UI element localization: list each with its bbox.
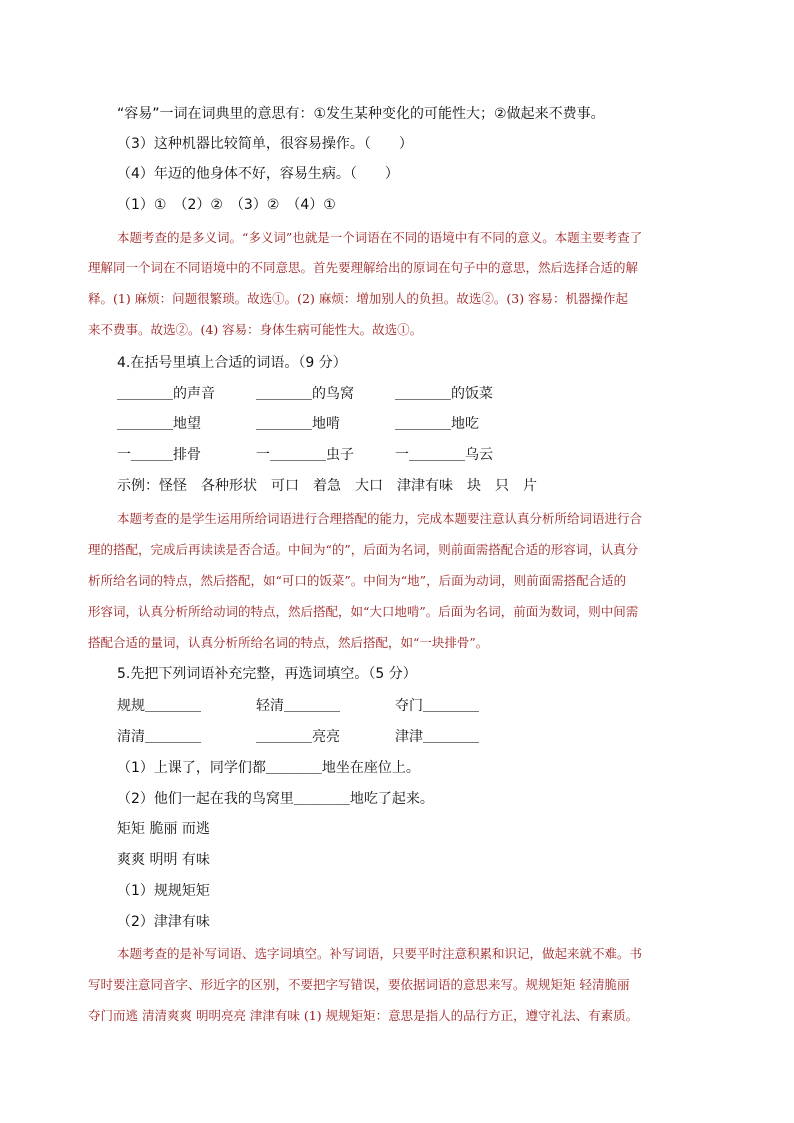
question-5-answer-line: 矩矩 脆丽 而逃 [117, 821, 210, 837]
question-5-answer-line: 爽爽 明明 有味 [117, 852, 210, 868]
question-4-example: 示例：怪怪 各种形状 可口 着急 大口 津津有味 块 只 片 [117, 478, 537, 494]
question-3-explanation-line: 来不费事。故选②。(4) 容易：身体生病可能性大。故选①。 [88, 322, 423, 337]
question-3-explanation-line: 理解同一个词在不同语境中的不同意思。首先要理解给出的原词在句子中的意思，然后选择合适的解 [88, 260, 639, 275]
question-4-blank: ＿＿＿＿的鸟窝 [256, 386, 354, 402]
question-5-blank: 清清＿＿＿＿ [117, 729, 201, 745]
question-5-blank: 轻清＿＿＿＿ [256, 698, 340, 714]
question-5-title: 5.先把下列词语补充完整，再选词填空。（5 分） [117, 666, 417, 682]
question-3-explanation-line: 释。(1) 麻烦：问题很繁琐。故选①。(2) 麻烦：增加别人的负担。故选②。(3) 容易：机器操作起 [88, 291, 629, 306]
question-4-title: 4.在括号里填上合适的词语。（9 分） [117, 355, 347, 371]
question-5-fill-1: （1）上课了，同学们都＿＿＿＿地坐在座位上。 [117, 760, 420, 776]
question-5-blank: 规规＿＿＿＿ [117, 698, 201, 714]
question-5-fill-2: （2）他们一起在我的鸟窝里＿＿＿＿地吃了起来。 [117, 791, 434, 807]
question-3-item-4: （4）年迈的他身体不好，容易生病。（ ） [117, 166, 399, 182]
question-4-blank: 一＿＿＿排骨 [117, 447, 201, 463]
question-5-blank: 津津＿＿＿＿ [395, 729, 479, 745]
question-4-blank: ＿＿＿＿地吃 [395, 416, 479, 432]
question-4-explanation-line: 形容词，认真分析所给动词的特点，然后搭配，如“大口地啃”。后面为名词，前面为数词，则中间需 [88, 604, 639, 619]
question-4-explanation-line: 搭配合适的量词，认真分析所给名词的特点，然后搭配，如“一块排骨”。 [88, 635, 489, 650]
question-3-explanation-line: 本题考查的是多义词。“多义词”也就是一个词语在不同的语境中有不同的意义。本题主要考查了 [117, 230, 643, 245]
question-5-answer-line: （1）规规矩矩 [117, 883, 210, 899]
intro-line: “容易”一词在词典里的意思有：①发生某种变化的可能性大；②做起来不费事。 [117, 106, 605, 122]
question-3-item-3: （3）这种机器比较简单，很容易操作。（ ） [117, 136, 413, 152]
question-4-blank: 一＿＿＿＿虫子 [256, 447, 354, 463]
question-3-answer: （1）① （2）② （3）② （4）① [117, 197, 336, 213]
question-4-blank: ＿＿＿＿的声音 [117, 386, 215, 402]
question-5-explanation-line: 夺门而逃 清清爽爽 明明亮亮 津津有味 (1) 规规矩矩：意思是指人的品行方正，遵守礼法、有素质。 [88, 1008, 639, 1023]
question-4-blank: ＿＿＿＿的饭菜 [395, 386, 493, 402]
question-5-explanation-line: 本题考查的是补写词语、选字词填空。补写词语，只要平时注意积累和识记，做起来就不难。书 [117, 946, 643, 961]
question-4-blank: ＿＿＿＿地啃 [256, 416, 340, 432]
question-5-blank: ＿＿＿＿亮亮 [256, 729, 340, 745]
question-4-blank: 一＿＿＿＿乌云 [395, 447, 493, 463]
question-4-blank: ＿＿＿＿地望 [117, 416, 201, 432]
question-5-explanation-line: 写时要注意同音字、形近字的区别，不要把字写错误，要依据词语的意思来写。规规矩矩 轻清脆丽 [88, 977, 630, 992]
question-4-explanation-line: 本题考查的是学生运用所给词语进行合理搭配的能力，完成本题要注意认真分析所给词语进行合 [117, 511, 643, 526]
question-4-explanation-line: 理的搭配，完成后再读读是否合适。中间为“的”，后面为名词，则前面需搭配合适的形容词，认真分 [88, 542, 639, 557]
question-5-blank: 夺门＿＿＿＿ [395, 698, 479, 714]
question-4-explanation-line: 析所给名词的特点，然后搭配，如“可口的饭菜”。中间为“地”，后面为动词，则前面需搭配合适的 [88, 573, 627, 588]
question-5-answer-line: （2）津津有味 [117, 914, 210, 930]
